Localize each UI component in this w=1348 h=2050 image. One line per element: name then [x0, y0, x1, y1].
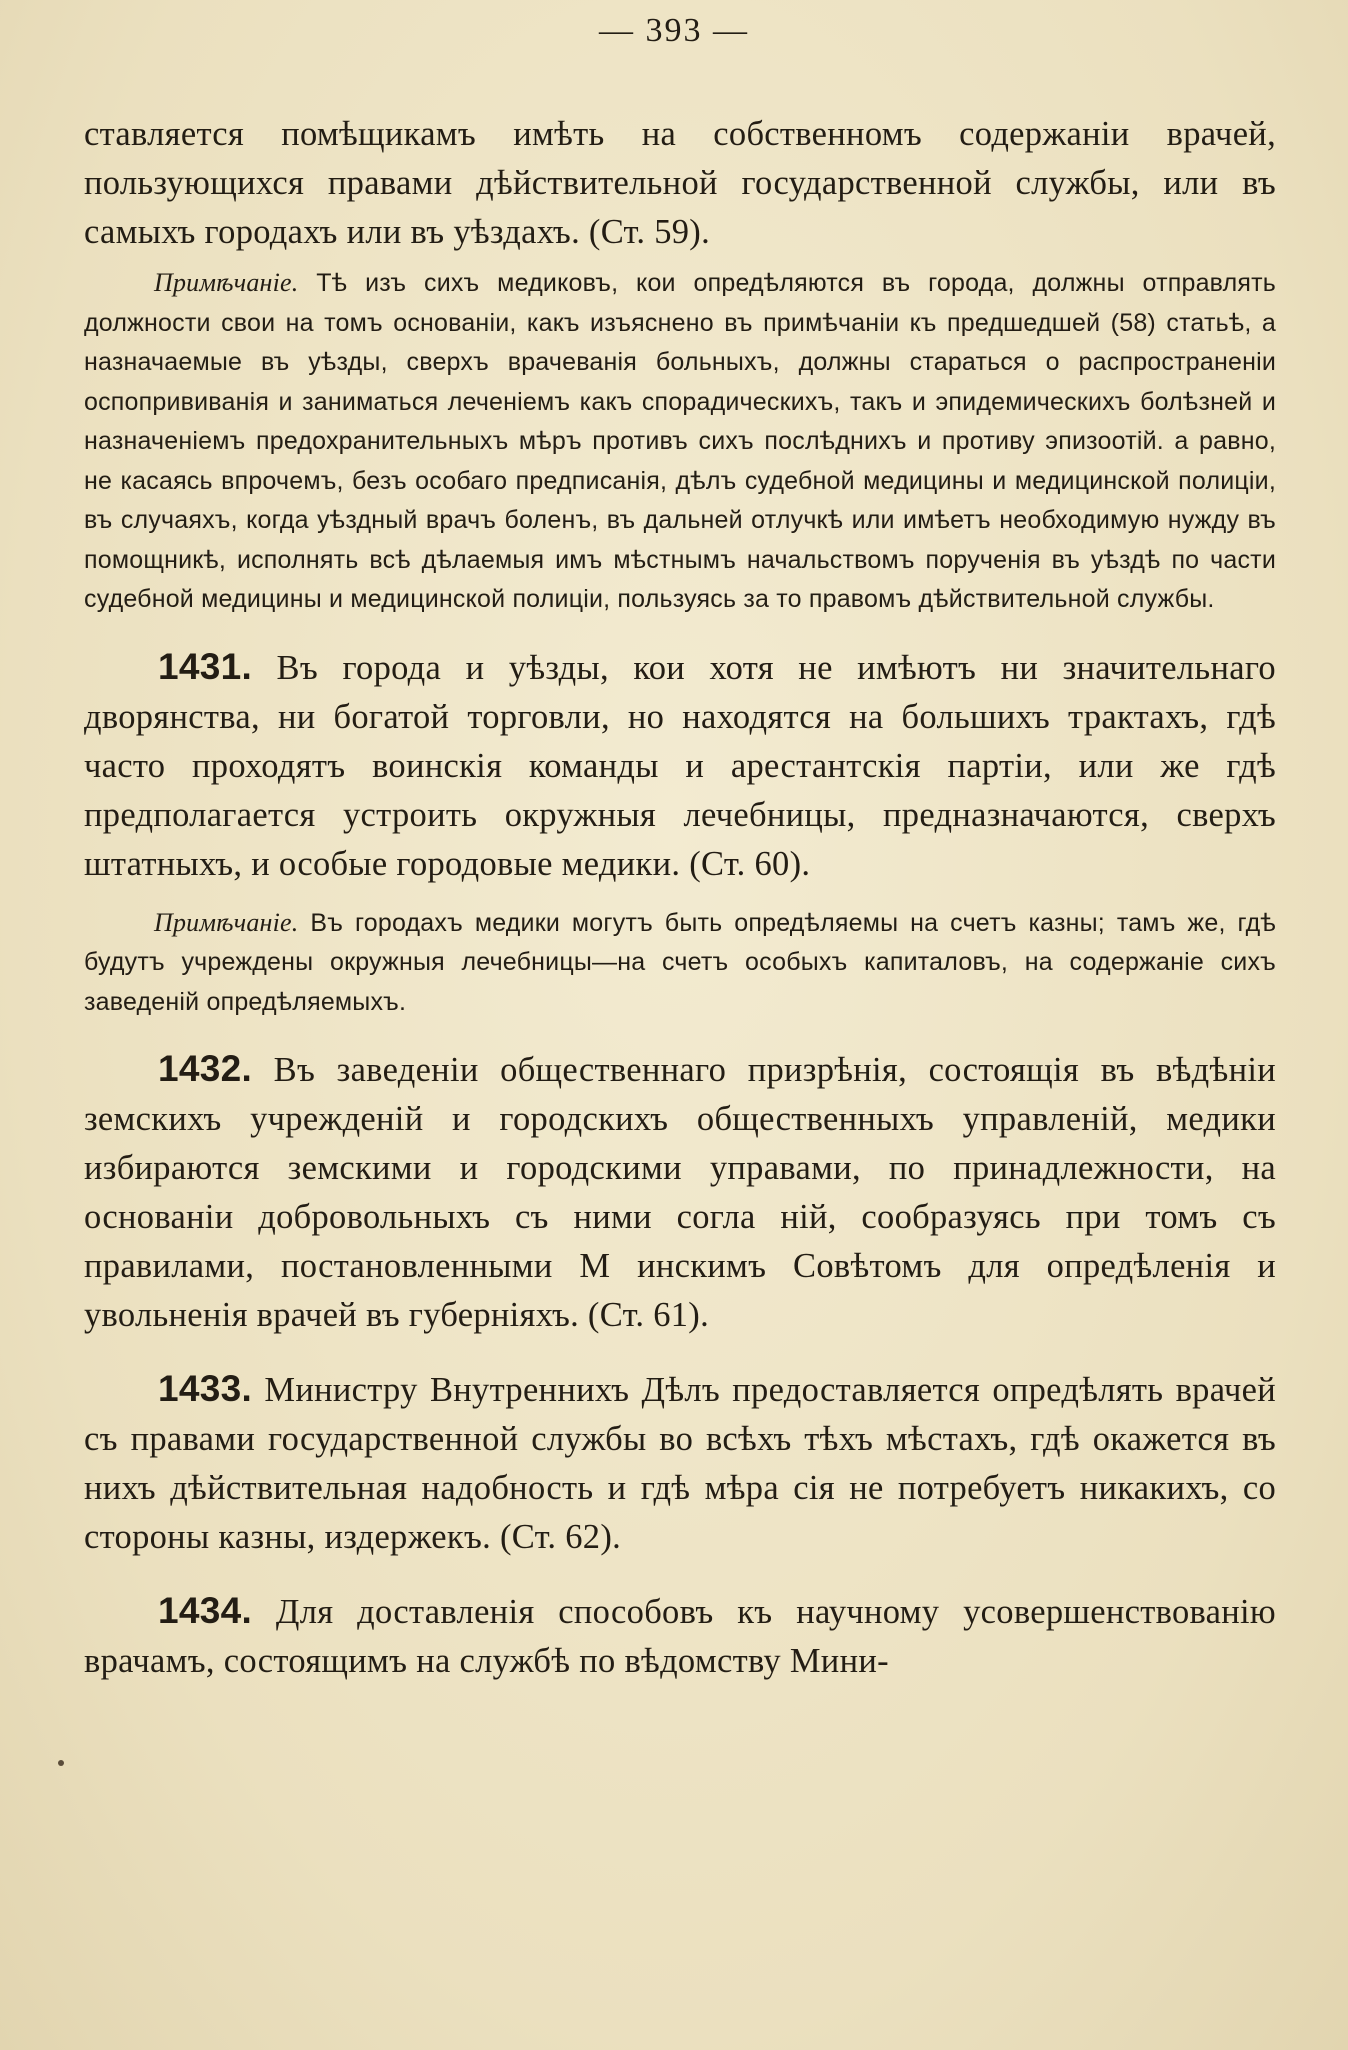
note-2-text: Въ городахъ медики могутъ быть опредѣляемы на счетъ казны; тамъ же, гдѣ будутъ учреждены окружныя лечебницы—на счетъ особыхъ капиталовъ, на содержанiе сихъ заведенiй опредѣляемыхъ. [84, 908, 1276, 1016]
page-number: — 393 — [599, 12, 749, 49]
continued-paragraph: ставляется помѣщикамъ имѣть на собственномъ содержанiи врачей, пользующихся правами дѣйствительной государственной службы, или въ самыхъ городахъ или въ уѣздахъ. (Ст. 59). [84, 115, 1276, 251]
article-1432 [84, 1044, 1276, 1340]
article-1433 [84, 1364, 1276, 1562]
note-2-label: Примѣчанiе. [154, 907, 299, 937]
article-1431 [84, 642, 1276, 889]
note-1 [84, 263, 1276, 620]
article-1432-text: Въ заведенiи общественнаго призрѣнiя, состоящiя въ вѣдѣнiи земскихъ учрежденiй и городскихъ общественныхъ управленiй, медики избираются земскими и городскими управами, по принадлежности, на основанiи добровольныхъ съ ними согла нiй, сообразуясь при томъ съ правилами, постановленными М инскимъ Совѣтомъ для опредѣленiя и увольненiя врачей въ губернiяхъ. (Ст. 61). [84, 1051, 1276, 1334]
article-1431-text: Въ города и уѣзды, кои хотя не имѣютъ ни значительнаго дворянства, ни богатой торговли, но находятся на большихъ трактахъ, гдѣ часто проходятъ воинскiя команды и арестантскiя партiи, или же гдѣ предполагается устроить окружныя лечебницы, предназначаются, сверхъ штатныхъ, и особые городовые медики. (Ст. 60). [84, 648, 1276, 883]
ink-speck [58, 1760, 64, 1766]
article-1434 [84, 1586, 1276, 1686]
article-1434-number: 1434. [158, 1590, 253, 1631]
note-1-label: Примѣчанiе. [154, 268, 299, 297]
text-column [84, 110, 1276, 1686]
note-2 [84, 903, 1276, 1023]
article-1433-text: Министру Внутреннихъ Дѣлъ предоставляется опредѣлять врачей съ правами государственной службы во всѣхъ тѣхъ мѣстахъ, гдѣ окажется въ нихъ дѣйствительная надобность и гдѣ мѣра сiя не потребуетъ никакихъ, со стороны казны, издержекъ. (Ст. 62). [84, 1371, 1276, 1556]
article-1432-number: 1432. [158, 1048, 253, 1089]
article-1431-number: 1431. [158, 645, 253, 687]
article-1433-number: 1433. [158, 1368, 253, 1409]
note-1-text: Тѣ изъ сихъ медиковъ, кои опредѣляются въ города, должны отправлять должности свои на томъ основанiи, какъ изъяснено въ примѣчанiи къ предшедшей (58) статьѣ, а назначаемые въ уѣзды, сверхъ врачеванiя больныхъ, должны стараться о распространенiи оспопрививанiя и заниматься леченiемъ какъ спорадическихъ, такъ и эпидемическихъ болѣзней и назначенiемъ предохранительныхъ мѣръ противъ сихъ послѣднихъ и противу эпизоотiй. а равно, не касаясь впрочемъ, безъ особаго предписанiя, дѣлъ судебной медицины и медицинской полицiи, въ случаяхъ, когда уѣздный врачъ боленъ, въ дальней отлучкѣ или имѣетъ необходимую нужду въ помощникѣ, исполнять всѣ дѣлаемыя имъ мѣстнымъ начальствомъ порученiя въ уѣздѣ по части судебной медицины и медицинской полицiи, пользуясь за то правомъ дѣйствительной службы. [84, 269, 1276, 613]
article-1434-text: Для доставленiя способовъ къ научному усовершенствованiю врачамъ, состоящимъ на службѣ по вѣдомству Мини- [84, 1593, 1276, 1680]
